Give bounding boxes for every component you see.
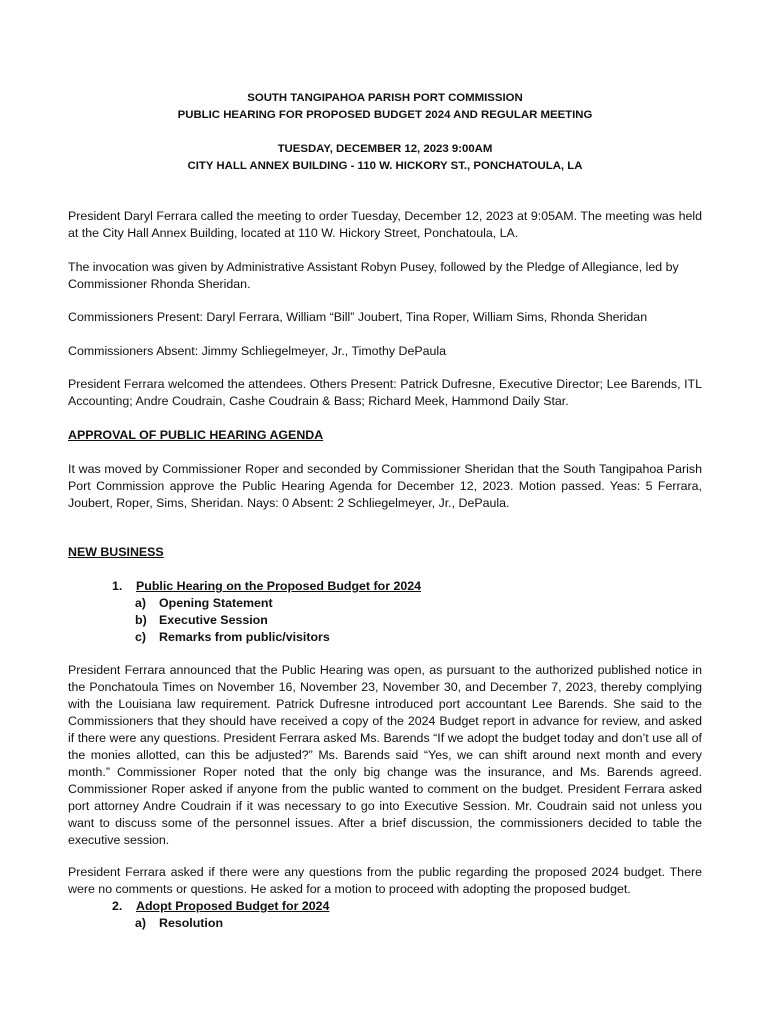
agenda-item-1-number: 1. [112, 579, 123, 593]
document-title: SOUTH TANGIPAHOA PARISH PORT COMMISSION [247, 92, 523, 104]
meeting-date: TUESDAY, DECEMBER 12, 2023 9:00AM [277, 143, 493, 155]
approval-motion-paragraph: It was moved by Commissioner Roper and seconded by Commissioner Sheridan that the South Tangipahoa Parish Port Commission approve the Public Hearing Agenda for December 12, 2023. Motion passed. Yeas: 5 Ferrara, Joubert, Roper, Sims, Sheridan. Nays: 0 Absent: 2 Schliegelmeyer, Jr., DePaula. [68, 462, 702, 510]
sub-item-letter: c) [135, 630, 147, 644]
sub-item-letter: a) [135, 596, 147, 610]
sub-item-label: Opening Statement [159, 596, 273, 610]
sub-item-letter: a) [135, 916, 147, 930]
agenda-item-2-label: Adopt Proposed Budget for 2024 [136, 899, 330, 913]
commissioners-absent: Commissioners Absent: Jimmy Schliegelmeyer, Jr., Timothy DePaula [68, 344, 447, 358]
document-subtitle: PUBLIC HEARING FOR PROPOSED BUDGET 2024 AND REGULAR MEETING [177, 109, 593, 121]
commissioners-present: Commissioners Present: Daryl Ferrara, William “Bill” Joubert, Tina Roper, William Sims, Rhonda Sheridan [68, 310, 648, 324]
meeting-location: CITY HALL ANNEX BUILDING - 110 W. HICKORY ST., PONCHATOULA, LA [187, 160, 583, 172]
sub-item-letter: b) [135, 613, 147, 627]
call-to-order-paragraph: President Daryl Ferrara called the meeting to order Tuesday, December 12, 2023 at 9:05AM. The meeting was held at the City Hall Annex Building, located at 110 W. Hickory Street, Ponchatoula, LA. [68, 209, 702, 240]
approval-heading: APPROVAL OF PUBLIC HEARING AGENDA [68, 428, 324, 442]
agenda-item-1-label: Public Hearing on the Proposed Budget for 2024 [136, 579, 422, 593]
sub-item-label: Remarks from public/visitors [159, 630, 330, 644]
others-present-paragraph: President Ferrara welcomed the attendees. Others Present: Patrick Dufresne, Executive Director; Lee Barends, ITL Accounting; Andre Coudrain, Cashe Coudrain & Bass; Richard Meek, Hammond Daily Star. [68, 377, 702, 408]
sub-item-label: Resolution [159, 916, 224, 930]
sub-item-label: Executive Session [159, 613, 268, 627]
public-hearing-paragraph: President Ferrara announced that the Public Hearing was open, as pursuant to the authorized published notice in the Ponchatoula Times on November 16, November 23, November 30, and December 7, 2023, thereby complying with the Louisiana law requirement. Patrick Dufresne introduced port accountant Lee Barends. She said to the Commissioners that they should have received a copy of the 2024 Budget report in advance for review, and asked if there were any questions. President Ferrara asked Ms. Barends “If we adopt the budget today and don’t use all of the monies allotted, can this be adjusted?” Ms. Barends said “Yes, we can shift around next month and every month.” Commissioner Roper noted that the only big change was the insurance, and Ms. Barends agreed. Commissioner Roper asked if anyone from the public wanted to comment on the budget. President Ferrara asked port attorney Andre Coudrain if it was necessary to go into Executive Session. Mr. Coudrain said not unless you want to discuss some of the personnel issues. After a brief discussion, the commissioners decided to table the executive session. [68, 663, 702, 847]
new-business-heading: NEW BUSINESS [68, 545, 164, 559]
public-questions-paragraph: President Ferrara asked if there were any questions from the public regarding the proposed 2024 budget. There were no comments or questions. He asked for a motion to proceed with adopting the proposed budget. [68, 865, 702, 896]
agenda-item-2-number: 2. [112, 899, 123, 913]
invocation-paragraph: The invocation was given by Administrative Assistant Robyn Pusey, followed by the Pledge of Allegiance, led by Commissioner Rhonda Sheridan. [68, 260, 679, 291]
